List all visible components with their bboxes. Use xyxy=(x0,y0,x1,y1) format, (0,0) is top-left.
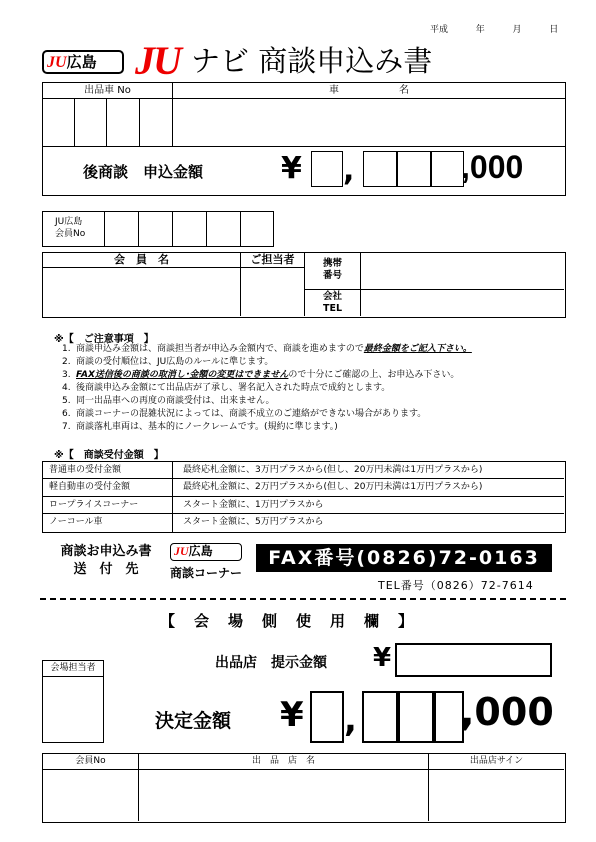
member-name-header: 会 員 名 xyxy=(43,253,241,268)
venue-heading: 【 会 場 側 使 用 欄 】 xyxy=(160,612,416,630)
bottom-member-no-header: 会員No xyxy=(43,754,139,770)
fee-row xyxy=(43,497,564,514)
note-text: 商談の受付順位は、JU広島のルールに準じます。 xyxy=(76,357,274,367)
note-item xyxy=(62,343,562,356)
page-title xyxy=(135,40,432,82)
note-number: 4. xyxy=(62,383,71,393)
member-no-label: JU広島 会員No xyxy=(43,212,105,246)
fax-number: FAX番号(0826)72-0163 xyxy=(256,544,552,572)
fees-table xyxy=(42,461,566,533)
venue-staff-box[interactable] xyxy=(42,660,104,743)
application-amount-box-2[interactable] xyxy=(363,151,397,187)
day-label: 日 xyxy=(549,25,559,35)
fee-label: 普通車の受付金額 xyxy=(43,462,173,478)
fee-value: 最終応札金額に、3万円プラスから(但し、20万円未満は1万円プラスから) xyxy=(183,465,483,475)
application-amount-box-3[interactable] xyxy=(397,151,431,187)
member-name-field[interactable] xyxy=(43,268,241,316)
year-label: 年 xyxy=(475,25,485,35)
date-line xyxy=(430,22,580,35)
car-table xyxy=(42,82,566,196)
note-number: 5. xyxy=(62,396,71,406)
application-suffix: ,000 xyxy=(461,149,524,185)
note-item xyxy=(62,369,562,382)
notes-list xyxy=(62,343,562,434)
note-number: 2. xyxy=(62,357,71,367)
ju-hiroshima-logo: JU広島 xyxy=(42,50,124,74)
fee-value: 最終応札金額に、2万円プラスから(但し、20万円未満は1万円プラスから) xyxy=(183,482,483,493)
application-amount-label: 後商談 申込金額 xyxy=(83,163,204,181)
final-suffix: ,000 xyxy=(460,690,554,734)
application-comma: , xyxy=(343,153,355,188)
bottom-shop-sign-field[interactable] xyxy=(429,770,564,821)
car-name-header: 車 名 xyxy=(173,83,565,99)
bottom-table xyxy=(42,753,566,823)
note-emphasis: 最終金額をご記入下さい。 xyxy=(363,344,472,354)
final-amount-box-2[interactable] xyxy=(362,691,398,743)
offer-amount-field[interactable] xyxy=(395,643,552,677)
member-no-digit-5[interactable] xyxy=(241,212,273,246)
person-in-charge-header: ご担当者 xyxy=(241,253,305,268)
fee-label: ロープライスコーナー xyxy=(43,497,173,513)
notes-heading: ※【 ご注意事項 】 xyxy=(54,334,154,345)
fee-label: 軽自動車の受付金額 xyxy=(43,479,173,495)
car-no-digit-4[interactable] xyxy=(140,99,173,147)
final-amount-box-3[interactable] xyxy=(398,691,434,743)
member-no-digit-3[interactable] xyxy=(173,212,207,246)
title-brand: JU xyxy=(135,38,180,83)
fee-row xyxy=(43,514,564,531)
note-text: ので十分にご確認の上、お申込み下さい。 xyxy=(288,370,460,380)
note-number: 7. xyxy=(62,422,71,432)
car-no-digit-3[interactable] xyxy=(107,99,140,147)
fee-value: スタート金額に、5万円プラスから xyxy=(183,517,324,528)
title-text: ナビ 商談申込み書 xyxy=(190,44,433,78)
note-emphasis: FAX送信後の商談の取消し･金額の変更はできません xyxy=(76,370,289,380)
cut-line xyxy=(40,598,566,600)
application-amount-box-1[interactable] xyxy=(311,151,343,187)
car-no-digit-2[interactable] xyxy=(75,99,107,147)
note-item xyxy=(62,408,562,421)
final-label: 決定金額 xyxy=(155,710,232,732)
final-yen: ¥ xyxy=(280,695,304,735)
venue-staff-label: 会場担当者 xyxy=(43,661,103,677)
note-number: 3. xyxy=(62,370,71,380)
member-table xyxy=(42,252,566,318)
month-label: 月 xyxy=(512,25,522,35)
note-item xyxy=(62,395,562,408)
company-tel-field[interactable] xyxy=(361,290,564,316)
member-no-digit-1[interactable] xyxy=(105,212,139,246)
company-tel-label: 会社 TEL xyxy=(305,290,361,316)
application-amount-box-4[interactable] xyxy=(431,151,464,187)
final-comma: , xyxy=(344,700,357,740)
fee-value: スタート金額に、1万円プラスから xyxy=(183,499,324,510)
tel-number: TEL番号（0826）72-7614 xyxy=(378,579,534,592)
bottom-shop-name-header: 出 品 店 名 xyxy=(139,754,429,770)
send-to-label: 商談お申込み書 送 付 先 xyxy=(60,544,152,577)
offer-yen: ¥ xyxy=(373,643,392,673)
bottom-shop-sign-header: 出品店サイン xyxy=(429,754,564,770)
note-text: 商談申込み金額は、商談担当者が申込み金額内で、商談を進めますので xyxy=(76,344,364,354)
corner-label: 商談コーナー xyxy=(170,566,243,580)
note-item xyxy=(62,356,562,369)
person-in-charge-field[interactable] xyxy=(241,268,305,316)
bottom-shop-name-field[interactable] xyxy=(139,770,429,821)
member-no-table xyxy=(42,211,274,247)
car-no-digit-1[interactable] xyxy=(43,99,75,147)
note-text: 同一出品車への再度の商談受付は、出来ません。 xyxy=(76,396,275,406)
offer-label: 出品店 提示金額 xyxy=(215,655,327,671)
bottom-member-no-field[interactable] xyxy=(43,770,139,821)
fees-heading: ※【 商談受付金額 】 xyxy=(54,450,164,461)
fee-row xyxy=(43,462,564,479)
member-no-digit-4[interactable] xyxy=(207,212,241,246)
mobile-label: 携帯 番号 xyxy=(305,253,361,290)
application-yen: ¥ xyxy=(281,151,302,186)
note-text: 後商談申込み金額にて出品店が了承し、署名記入された時点で成約とします。 xyxy=(76,383,391,393)
mobile-field[interactable] xyxy=(361,253,564,290)
car-no-header: 出品車 No xyxy=(43,83,173,99)
corner-logo: JU広島 xyxy=(170,543,242,561)
member-no-digit-2[interactable] xyxy=(139,212,173,246)
note-text: 商談コーナーの混雑状況によっては、商談不成立のご連絡ができない場合があります。 xyxy=(76,409,427,419)
fee-label: ノーコール車 xyxy=(43,514,173,531)
car-name-field[interactable] xyxy=(173,99,565,147)
fee-row xyxy=(43,479,564,496)
note-item xyxy=(62,382,562,395)
note-text: 商談落札車両は、基本的にノークレームです。(規約に準じます。) xyxy=(76,422,338,432)
era-label: 平成 xyxy=(430,25,449,35)
note-item xyxy=(62,421,562,434)
note-number: 6. xyxy=(62,409,71,419)
final-amount-box-1[interactable] xyxy=(310,691,344,743)
note-number: 1. xyxy=(62,344,71,354)
